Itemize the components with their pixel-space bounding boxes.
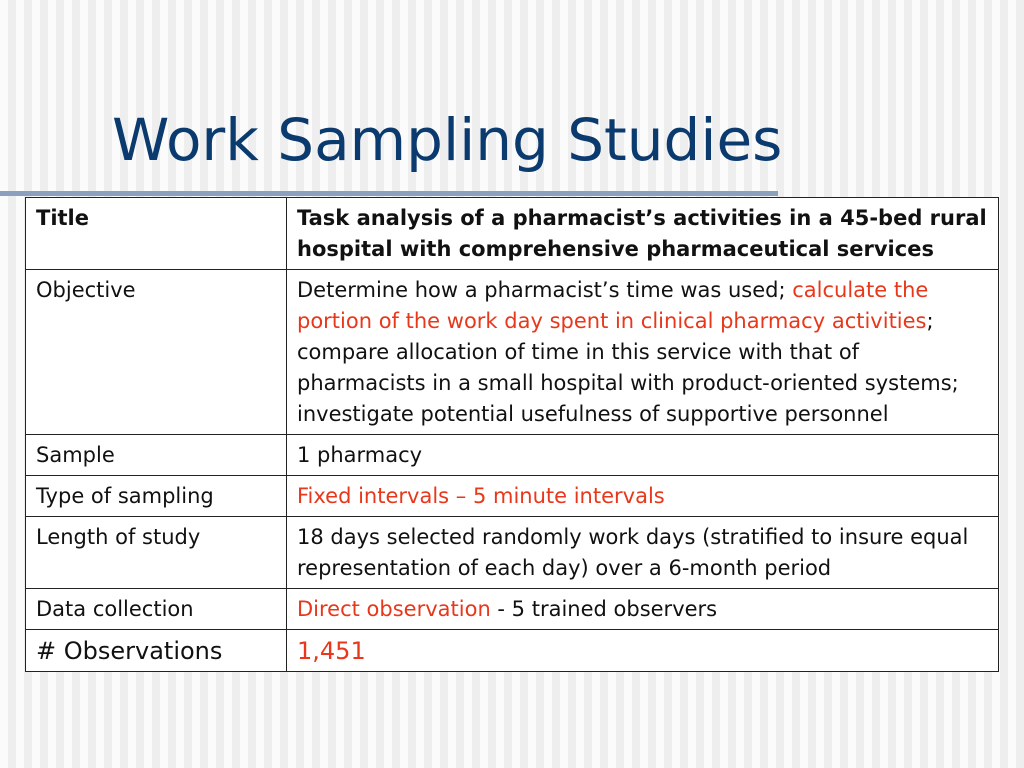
slide-title: Work Sampling Studies — [112, 106, 783, 174]
table-row-sample — [26, 435, 999, 476]
objective-highlight: calculate the portion of the work day spent in clinical pharmacy activities — [297, 278, 929, 333]
row-label-title: Title — [26, 198, 287, 270]
table-row-observations — [26, 630, 999, 672]
title-underline-rule — [0, 191, 778, 196]
data-collection-highlight: Direct observation — [297, 597, 491, 621]
row-label-objective: Objective — [26, 270, 287, 435]
row-value-observations — [287, 630, 999, 672]
observations-highlight: 1,451 — [297, 637, 366, 665]
table-row-title — [26, 198, 999, 270]
row-label-sample: Sample — [26, 435, 287, 476]
table-row-sampling-type — [26, 476, 999, 517]
row-label-observations: # Observations — [26, 630, 287, 672]
row-value-objective — [287, 270, 999, 435]
row-value-sampling-type — [287, 476, 999, 517]
objective-text-part1: Determine how a pharmacist’s time was used; — [297, 278, 793, 302]
row-value-sample: 1 pharmacy — [287, 435, 999, 476]
table-row-study-length — [26, 517, 999, 589]
row-label-study-length: Length of study — [26, 517, 287, 589]
row-label-data-collection: Data collection — [26, 589, 287, 630]
table-row-objective — [26, 270, 999, 435]
row-label-sampling-type: Type of sampling — [26, 476, 287, 517]
data-collection-rest: - 5 trained observers — [490, 597, 718, 621]
row-value-data-collection — [287, 589, 999, 630]
table-row-data-collection — [26, 589, 999, 630]
study-details-table — [25, 197, 999, 672]
objective-text-part2: ; compare allocation of time in this service with that of pharmacists in a small hospital with product-oriented systems; investigate potential usefulness of supportive personnel — [297, 309, 959, 426]
sampling-type-highlight: Fixed intervals – 5 minute intervals — [297, 484, 665, 508]
row-value-title: Task analysis of a pharmacist’s activities in a 45-bed rural hospital with comprehensive pharmaceutical services — [287, 198, 999, 270]
row-value-study-length: 18 days selected randomly work days (stratified to insure equal representation of each day) over a 6-month period — [287, 517, 999, 589]
